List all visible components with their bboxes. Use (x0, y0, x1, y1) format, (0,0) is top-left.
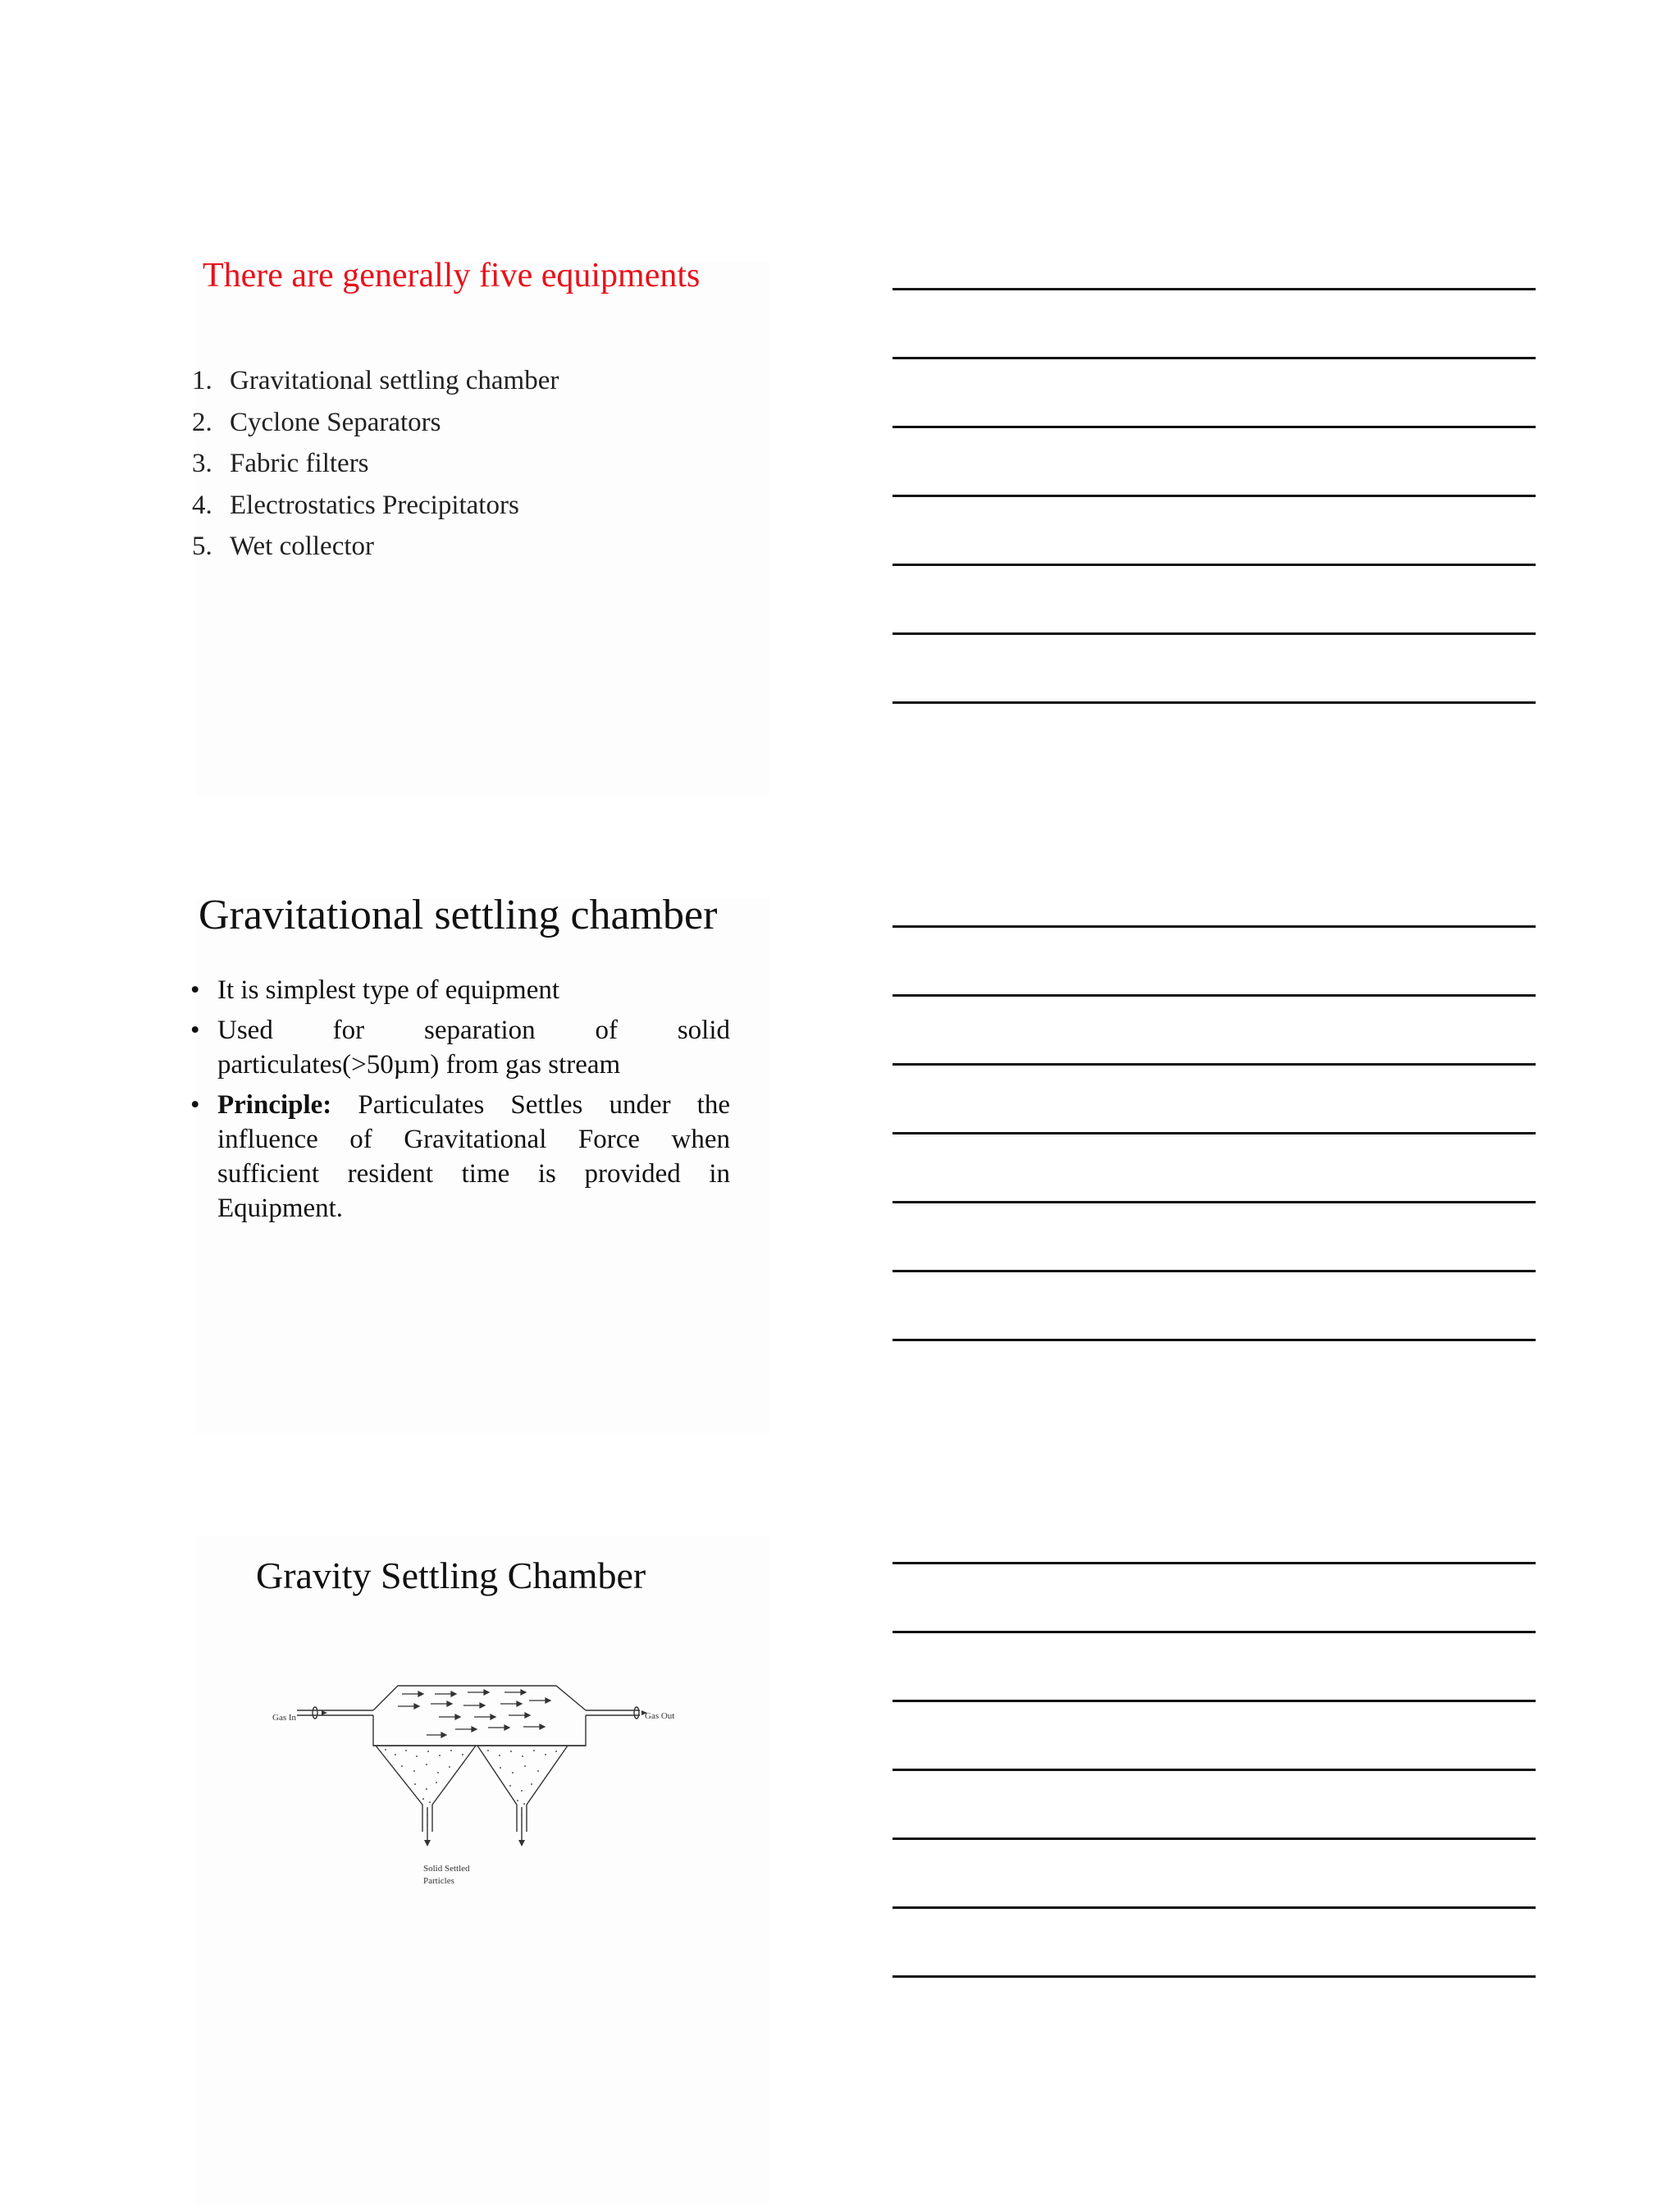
flow-arrow-icon (439, 1714, 460, 1719)
notes-line (892, 1063, 1536, 1066)
slide-2-bullets (190, 973, 730, 1231)
notes-line (892, 701, 1536, 704)
flow-arrow-icon (504, 1690, 526, 1695)
flow-arrow-icon (468, 1690, 489, 1695)
hopper-2-left (477, 1746, 517, 1832)
flow-arrow-icon (402, 1691, 423, 1696)
notes-line (892, 564, 1536, 566)
settling-chamber-diagram (262, 1669, 689, 1907)
list-item: 5. Wet collector (192, 532, 375, 561)
notes-line (892, 632, 1536, 635)
notes-line (892, 925, 1536, 928)
notes-line (892, 495, 1536, 497)
bullet-item: • Principle: Particulates Settles under the influence of Gravitational Force when sufficient resident time is provided in Equipment. (190, 1090, 730, 1223)
flow-arrow-icon (529, 1698, 550, 1703)
hopper-2-right (527, 1746, 568, 1832)
slide-1-title: There are generally five equipments (203, 257, 701, 294)
slide-3-title: Gravity Settling Chamber (256, 1554, 646, 1596)
flow-arrow-icon (431, 1701, 452, 1706)
notes-line (892, 426, 1536, 428)
flow-arrow-icon (488, 1725, 509, 1730)
list-item: 1. Gravitational settling chamber (192, 366, 559, 395)
flow-arrow-icon (500, 1701, 522, 1706)
inlet-arrow-icon (322, 1710, 327, 1715)
inlet-flange (313, 1707, 317, 1719)
flow-arrow-icon (455, 1727, 477, 1732)
notes-line (892, 1700, 1536, 1702)
list-item: 4. Electrostatics Precipitators (192, 490, 519, 520)
list-item: 2. Cyclone Separators (192, 407, 441, 437)
notes-line (892, 1562, 1536, 1564)
flow-arrow-icon (427, 1732, 446, 1737)
solids-label-line2: Particles (423, 1876, 454, 1886)
equipment-list (192, 363, 559, 570)
gas-in-label: Gas In (272, 1713, 297, 1723)
notes-line (892, 357, 1536, 359)
notes-line (892, 1631, 1536, 1633)
notes-line (892, 994, 1536, 997)
notes-line (892, 288, 1536, 290)
notes-line (892, 1132, 1536, 1134)
notes-line (892, 1769, 1536, 1771)
notes-line (892, 1975, 1536, 1978)
flow-arrow-icon (463, 1703, 485, 1708)
chamber-bottom (373, 1715, 586, 1746)
notes-line (892, 1270, 1536, 1272)
hopper-1-right (432, 1746, 476, 1832)
hopper-1-left (376, 1746, 422, 1832)
list-item: 3. Fabric filters (192, 449, 369, 478)
flow-arrow-icon (523, 1724, 545, 1729)
flow-arrow-icon (474, 1714, 495, 1719)
flow-arrow-icon (509, 1713, 530, 1718)
solids-label-line1: Solid Settled (423, 1864, 470, 1874)
settled-particles (385, 1749, 557, 1826)
notes-line (892, 1339, 1536, 1341)
bullet-item: • Used for separation of solid particulates(>50µm) from gas stream (190, 1016, 730, 1080)
flow-arrow-icon (398, 1704, 419, 1709)
flow-arrow-icon (435, 1691, 456, 1696)
notes-line (892, 1838, 1536, 1840)
notes-line (892, 1906, 1536, 1909)
notes-line (892, 1201, 1536, 1203)
outlet-flange (634, 1707, 639, 1719)
solids-arrow-icon (518, 1840, 525, 1847)
slide-2-title: Gravitational settling chamber (199, 892, 718, 938)
bullet-item: • It is simplest type of equipment (190, 975, 560, 1005)
solids-arrow-icon (424, 1840, 431, 1847)
gas-out-label: Gas Out (645, 1711, 675, 1721)
